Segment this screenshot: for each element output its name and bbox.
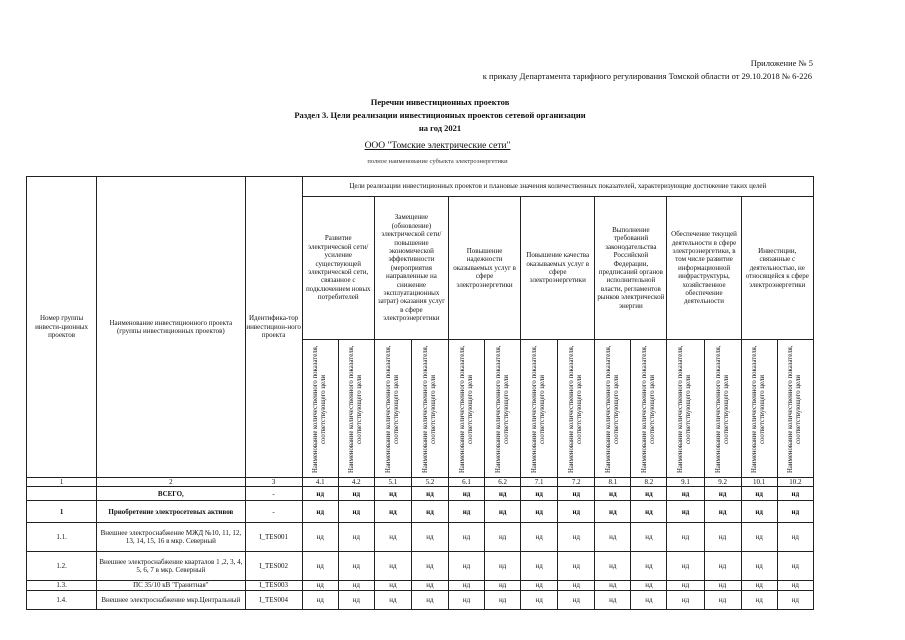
row-value: нд (448, 487, 484, 501)
row-value: нд (777, 590, 813, 609)
row-value: нд (374, 523, 411, 552)
row-value: нд (302, 552, 338, 581)
goal-group-header: Выполнение требований законодательства Российской Федерации, предписаний органов исполнительной власти, регламентов рынков электрической энергии (595, 197, 667, 340)
table-row (27, 487, 814, 501)
goal-group-header: Повышение надежности оказываемых услуг в сфере электроэнергетики (448, 197, 520, 340)
row-value: нд (741, 523, 777, 552)
order-reference: к приказу Департамента тарифного регулирования Томской области от 29.10.2018 № 6-226 (482, 71, 812, 81)
row-number (27, 487, 97, 501)
column-index-cell: 3 (245, 478, 302, 487)
goal-group-header: Инвестиции, связанные с деятельностью, не относящейся к сфере электроэнергетики (741, 197, 813, 340)
header-group-number: Номер группы инвести-ционных проектов (27, 177, 97, 478)
table-row (27, 523, 814, 552)
row-value: нд (338, 501, 374, 523)
indicator-subheader: Наименование количественного показателя, соответствующего цели (485, 340, 521, 478)
row-value: нд (631, 501, 667, 523)
column-index-cell: 10.2 (777, 478, 813, 487)
row-value: нд (631, 590, 667, 609)
row-value: нд (558, 590, 595, 609)
row-project-id: I_TES004 (245, 590, 302, 609)
indicator-subheader: Наименование количественного показателя, соответствующего цели (302, 340, 338, 478)
row-value: нд (558, 487, 595, 501)
row-project-id: - (245, 501, 302, 523)
row-number: 1.4. (27, 590, 97, 609)
row-value: нд (411, 501, 448, 523)
row-value: нд (667, 581, 704, 590)
row-value: нд (558, 501, 595, 523)
row-project-name: ПС 35/10 кВ "Гранитная" (97, 581, 245, 590)
row-value: нд (411, 487, 448, 501)
column-index-cell: 6.2 (485, 478, 521, 487)
row-value: нд (631, 552, 667, 581)
row-value: нд (448, 501, 484, 523)
row-value: нд (741, 581, 777, 590)
row-value: нд (448, 590, 484, 609)
goal-group-header: Обеспечение текущей деятельности в сфере электроэнергетики, в том числе развитие информационной инфраструктуры, хозяйственное обеспечение деятельности (667, 197, 741, 340)
row-value: нд (631, 581, 667, 590)
row-value: нд (521, 581, 558, 590)
indicator-subheader: Наименование количественного показателя, соответствующего цели (374, 340, 411, 478)
column-index-cell: 7.1 (521, 478, 558, 487)
row-value: нд (411, 590, 448, 609)
row-value: нд (411, 581, 448, 590)
row-value: нд (485, 487, 521, 501)
row-value: нд (631, 487, 667, 501)
column-index-cell: 8.1 (595, 478, 631, 487)
row-value: нд (521, 552, 558, 581)
row-value: нд (485, 523, 521, 552)
table-row (27, 501, 814, 523)
header-project-name: Наименование инвестиционного проекта (группы инвестиционных проектов) (97, 177, 245, 478)
row-value: нд (777, 487, 813, 501)
row-value: нд (521, 523, 558, 552)
column-index-cell: 7.2 (558, 478, 595, 487)
row-value: нд (374, 552, 411, 581)
row-value: нд (338, 581, 374, 590)
section-title: Раздел 3. Цели реализации инвестиционных проектов сетевой организации (294, 110, 586, 120)
goal-group-header: Развитие электрической сети/усиление существующей электрической сети, связанное с подключением новых потребителей (302, 197, 374, 340)
row-value: нд (595, 523, 631, 552)
row-project-id: I_TES002 (245, 552, 302, 581)
row-value: нд (704, 501, 741, 523)
column-index-cell: 6.1 (448, 478, 484, 487)
row-value: нд (595, 487, 631, 501)
row-value: нд (741, 552, 777, 581)
header-project-id: Идентифика-тор инвестицион-ного проекта (245, 177, 302, 478)
table-row (27, 590, 814, 609)
row-value: нд (558, 523, 595, 552)
row-value: нд (521, 501, 558, 523)
row-project-id: I_TES001 (245, 523, 302, 552)
row-value: нд (302, 523, 338, 552)
column-index-cell: 9.1 (667, 478, 704, 487)
row-value: нд (302, 501, 338, 523)
row-value: нд (485, 590, 521, 609)
row-value: нд (485, 552, 521, 581)
indicator-subheader: Наименование количественного показателя, соответствующего цели (411, 340, 448, 478)
row-value: нд (631, 523, 667, 552)
table-row (27, 552, 814, 581)
row-value: нд (667, 590, 704, 609)
indicator-subheader: Наименование количественного показателя, соответствующего цели (704, 340, 741, 478)
organization-name: ООО "Томские электрические сети" (364, 141, 511, 151)
row-value: нд (777, 523, 813, 552)
row-value: нд (374, 581, 411, 590)
column-index-cell: 10.1 (741, 478, 777, 487)
row-value: нд (558, 581, 595, 590)
row-value: нд (595, 590, 631, 609)
row-value: нд (521, 590, 558, 609)
row-number: 1.1. (27, 523, 97, 552)
row-project-id: - (245, 487, 302, 501)
investment-goals-table (26, 176, 814, 610)
row-value: нд (302, 590, 338, 609)
column-index-cell: 8.2 (631, 478, 667, 487)
row-value: нд (338, 523, 374, 552)
row-value: нд (302, 581, 338, 590)
row-value: нд (595, 552, 631, 581)
organization-caption: полное наименование субъекта электроэнергетики (367, 158, 508, 165)
indicator-subheader: Наименование количественного показателя, соответствующего цели (521, 340, 558, 478)
header-goals: Цели реализации инвестиционных проектов и плановые значения количественных показателей, характеризующие достижение таких целей (302, 177, 813, 197)
column-index-cell: 5.2 (411, 478, 448, 487)
row-value: нд (595, 501, 631, 523)
row-value: нд (448, 552, 484, 581)
row-value: нд (704, 552, 741, 581)
column-index-cell: 4.1 (302, 478, 338, 487)
row-value: нд (411, 552, 448, 581)
indicator-subheader: Наименование количественного показателя, соответствующего цели (741, 340, 777, 478)
column-index-cell: 2 (97, 478, 245, 487)
row-value: нд (448, 523, 484, 552)
row-value: нд (704, 581, 741, 590)
year-title: на год 2021 (418, 123, 462, 133)
row-project-name: Приобретение электросетевых активов (97, 501, 245, 523)
row-value: нд (777, 552, 813, 581)
row-value: нд (338, 590, 374, 609)
row-value: нд (338, 552, 374, 581)
row-value: нд (521, 487, 558, 501)
document-title: Перечни инвестиционных проектов (370, 97, 510, 107)
indicator-subheader: Наименование количественного показателя, соответствующего цели (667, 340, 704, 478)
indicator-subheader: Наименование количественного показателя, соответствующего цели (448, 340, 484, 478)
row-project-name: Внешнее электроснабжение кварталов 1 ,2, 3, 4, 5, 6, 7 в мкр. Северный (97, 552, 245, 581)
row-value: нд (741, 501, 777, 523)
row-project-name: Внешнее электроснабжение мкр.Центральный (97, 590, 245, 609)
row-value: нд (448, 581, 484, 590)
row-number: 1 (27, 501, 97, 523)
row-number: 1.3. (27, 581, 97, 590)
column-index-cell: 1 (27, 478, 97, 487)
row-value: нд (667, 552, 704, 581)
indicator-subheader: Наименование количественного показателя, соответствующего цели (777, 340, 813, 478)
row-value: нд (741, 487, 777, 501)
row-value: нд (741, 590, 777, 609)
goal-group-header: Замещение (обновление) электрической сети/повышение экономической эффективности (мероприятия направленные на снижение эксплуатационных затрат) оказания услуг в сфере электроэнергетики (374, 197, 448, 340)
indicator-subheader: Наименование количественного показателя, соответствующего цели (595, 340, 631, 478)
row-value: нд (374, 487, 411, 501)
row-value: нд (667, 523, 704, 552)
row-value: нд (485, 501, 521, 523)
row-project-name: ВСЕГО, (97, 487, 245, 501)
indicator-subheader: Наименование количественного показателя, соответствующего цели (558, 340, 595, 478)
row-value: нд (667, 501, 704, 523)
row-value: нд (777, 581, 813, 590)
row-value: нд (302, 487, 338, 501)
row-value: нд (558, 552, 595, 581)
row-number: 1.2. (27, 552, 97, 581)
column-index-cell: 9.2 (704, 478, 741, 487)
appendix-label: Приложение № 5 (750, 58, 813, 68)
row-value: нд (777, 501, 813, 523)
table-row (27, 581, 814, 590)
row-value: нд (485, 581, 521, 590)
row-value: нд (704, 590, 741, 609)
goal-group-header: Повышение качества оказываемых услуг в сфере электроэнергетики (521, 197, 595, 340)
row-project-name: Внешнее электроснабжение МЖД №10, 11, 12, 13, 14, 15, 16 в мкр. Северный (97, 523, 245, 552)
column-index-cell: 4.2 (338, 478, 374, 487)
row-value: нд (595, 581, 631, 590)
row-project-id: I_TES003 (245, 581, 302, 590)
row-value: нд (411, 523, 448, 552)
row-value: нд (374, 501, 411, 523)
row-value: нд (704, 487, 741, 501)
indicator-subheader: Наименование количественного показателя, соответствующего цели (631, 340, 667, 478)
indicator-subheader: Наименование количественного показателя, соответствующего цели (338, 340, 374, 478)
row-value: нд (667, 487, 704, 501)
row-value: нд (338, 487, 374, 501)
row-value: нд (374, 590, 411, 609)
column-index-cell: 5.1 (374, 478, 411, 487)
row-value: нд (704, 523, 741, 552)
